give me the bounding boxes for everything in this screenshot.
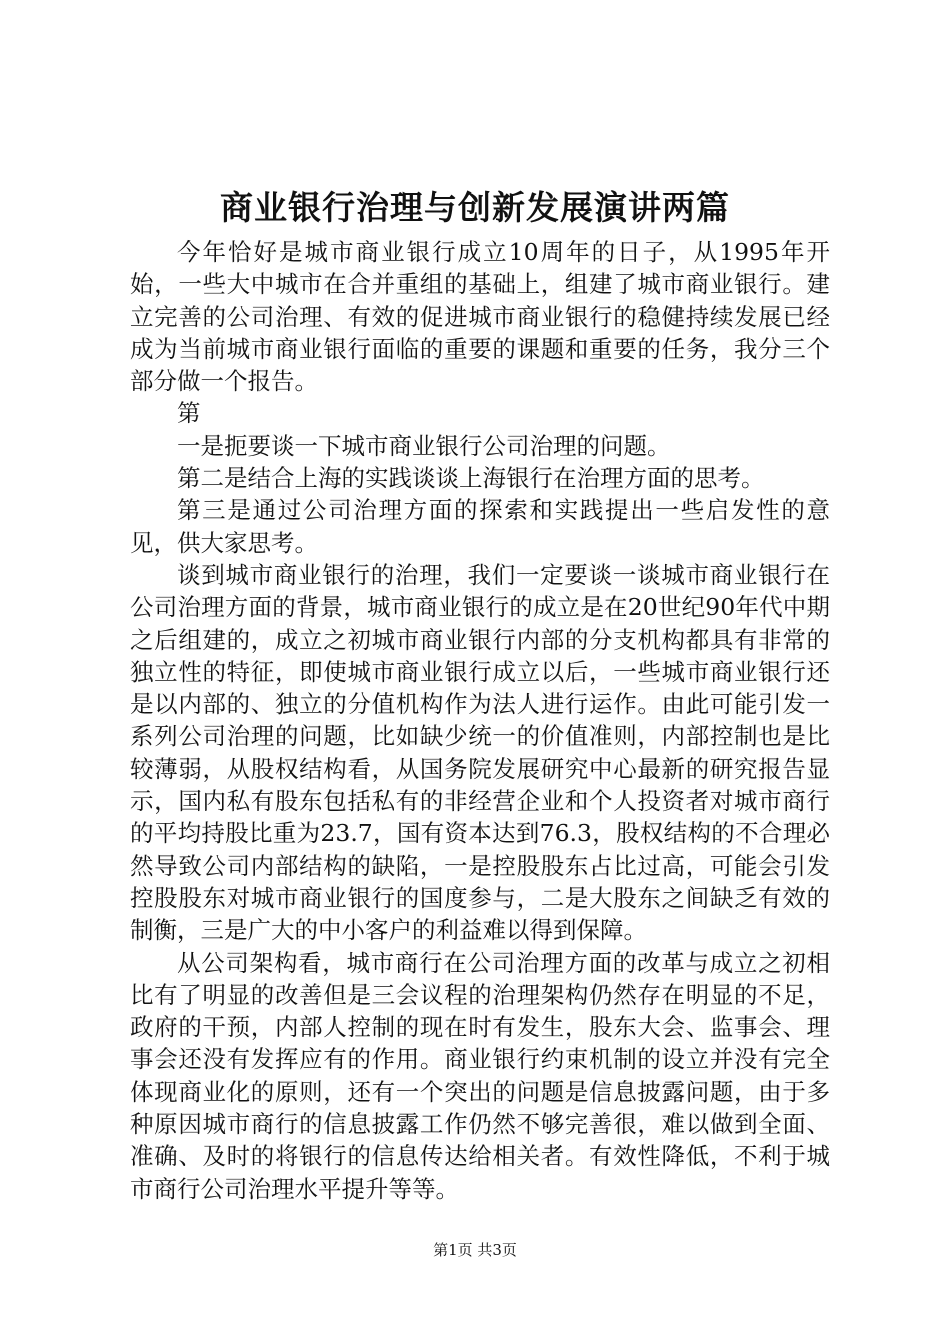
paragraph-background: 谈到城市商业银行的治理，我们一定要谈一谈城市商业银行在公司治理方面的背景，城市商业银行的成立是在20世纪90年代中期之后组建的，成立之初城市商业银行内部的分支机构都具有非常的独立性的特征，即使城市商业银行成立以后，一些城市商业银行还是以内部的、独立的分值机构作为法人进行运作。由此可能引发一系列公司治理的问题，比如缺少统一的价值准则，内部控制也是比较薄弱，从股权结构看，从国务院发展研究中心最新的研究报告显示，国内私有股东包括私有的非经营企业和个人投资者对城市商行的平均持股比重为23.7，国有资本达到76.3，股权结构的不合理必然导致公司内部结构的缺陷，一是控股股东占比过高，可能会引发控股股东对城市商业银行的国度参与，二是大股东之间缺乏有效的制衡，三是广大的中小客户的利益难以得到保障。 [130,560,830,945]
page-number-footer: 第1页 共3页 [433,1241,517,1259]
paragraph-part-heading: 第 [177,399,201,428]
paragraph-structure: 从公司架构看，城市商行在公司治理方面的改革与成立之初相比有了明显的改善但是三会议程的治理架构仍然存在明显的不足，政府的干预，内部人控制的现在时有发生，股东大会、监事会、理事会还没有发挥应有的作用。商业银行约束机制的设立并没有完全体现商业化的原则，还有一个突出的问题是信息披露问题，由于多种原因城市商行的信息披露工作仍然不够完善很，难以做到全面、准确、及时的将银行的信息传达给相关者。有效性降低，不利于城市商行公司治理水平提升等等。 [130,948,830,1203]
document-title: 商业银行治理与创新发展演讲两篇 [220,188,730,227]
paragraph-part-one: 一是扼要谈一下城市商业银行公司治理的问题。 [177,431,671,460]
paragraph-intro: 今年恰好是城市商业银行成立10周年的日子，从1995年开始，一些大中城市在合并重组的基础上，组建了城市商业银行。建立完善的公司治理、有效的促进城市商业银行的稳健持续发展已经成为当前城市商业银行面临的重要的课题和重要的任务，我分三个部分做一个报告。 [130,238,830,396]
document-body [130,236,830,1205]
paragraph-part-two: 第二是结合上海的实践谈谈上海银行在治理方面的思考。 [177,464,765,493]
paragraph-part-three: 第三是通过公司治理方面的探索和实践提出一些启发性的意见，供大家思考。 [130,496,830,557]
